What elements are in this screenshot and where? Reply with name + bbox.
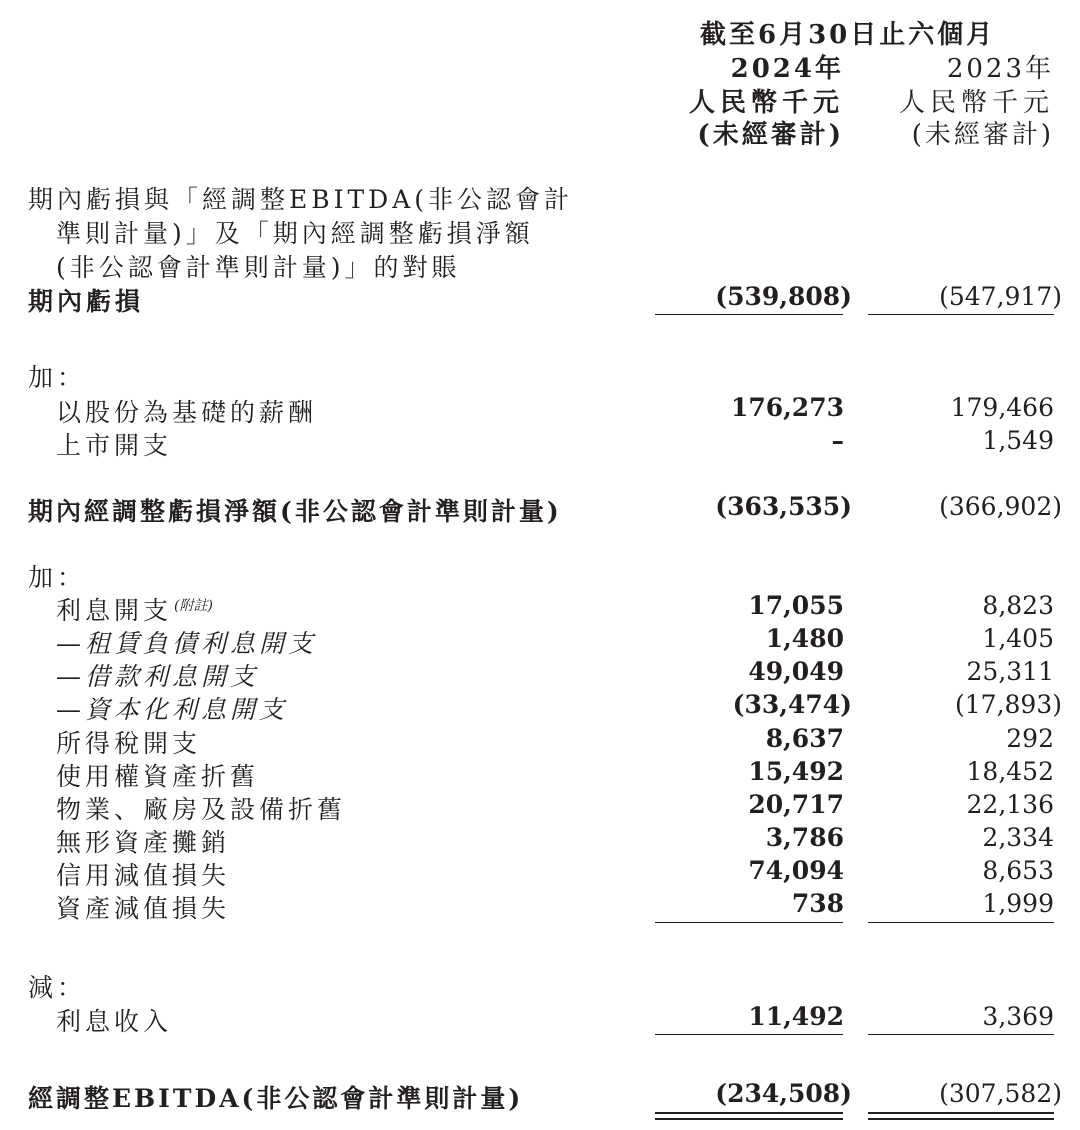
asset-impairment-label: 資產減值損失	[56, 894, 231, 923]
loss-2023-underline	[868, 314, 1054, 315]
credit-impairment-2024-value: 74,094	[748, 856, 844, 885]
loss-label: 期內虧損	[28, 287, 145, 316]
interest-income-2024-value: 11,492	[748, 1002, 844, 1031]
income-tax-2024-value: 8,637	[765, 724, 844, 753]
asset-impairment-2023-value: 1,999	[982, 889, 1054, 918]
interest-expenses-2024-value: 17,055	[748, 591, 844, 620]
add-section-2023-underline	[868, 922, 1054, 923]
lease-interest-2023-value: 1,405	[982, 624, 1054, 653]
borrowing-interest-label: —借款利息開支	[56, 662, 260, 691]
adjusted-ebitda-label: 經調整EBITDA(非公認會計準則計量)	[28, 1084, 524, 1113]
borrowing-interest-2023-value: 25,311	[966, 657, 1054, 686]
lease-interest-label: —租賃負債利息開支	[56, 629, 318, 658]
rou-depreciation-label: 使用權資產折舊	[56, 762, 260, 791]
lease-interest-2024-value: 1,480	[765, 624, 844, 653]
adjusted-net-loss-2023-value: (366,902)	[939, 492, 1062, 521]
credit-impairment-label: 信用減值損失	[56, 861, 231, 890]
reconciliation-title-line3: (非公認會計準則計量)」的對賬	[56, 253, 461, 282]
ebitda-2024-double-underline-top	[655, 1112, 843, 1114]
year-2023-header: 2023年	[946, 54, 1054, 84]
intangible-amortization-2023-value: 2,334	[982, 823, 1054, 852]
credit-impairment-2023-value: 8,653	[982, 856, 1054, 885]
intangible-amortization-label: 無形資產攤銷	[56, 828, 231, 857]
reconciliation-title-line1: 期內虧損與「經調整EBITDA(非公認會計	[28, 185, 574, 214]
add-label-2: 加：	[28, 563, 87, 592]
ebitda-2023-double-underline-bottom	[868, 1118, 1054, 1120]
note-reference: (附註)	[174, 598, 213, 614]
currency-2023-header: 人民幣千元	[898, 88, 1054, 118]
asset-impairment-2024-value: 738	[791, 889, 844, 918]
currency-2024-header: 人民幣千元	[688, 88, 844, 118]
listing-expenses-2023-value: 1,549	[982, 426, 1054, 455]
interest-expenses-label	[56, 591, 213, 627]
reconciliation-title-line2: 準則計量)」及「期內經調整虧損淨額	[56, 219, 534, 248]
adjusted-ebitda-2024-value: (234,508)	[715, 1079, 852, 1108]
rou-depreciation-2023-value: 18,452	[966, 757, 1054, 786]
less-section-2023-underline	[868, 1034, 1054, 1035]
income-tax-label: 所得稅開支	[56, 729, 202, 758]
interest-income-label: 利息收入	[56, 1007, 173, 1036]
year-2024-header: 2024年	[730, 54, 844, 84]
intangible-amortization-2024-value: 3,786	[765, 823, 844, 852]
interest-income-2023-value: 3,369	[982, 1002, 1054, 1031]
loss-2024-value: (539,808)	[715, 282, 852, 311]
ppe-depreciation-2024-value: 20,717	[748, 790, 844, 819]
listing-expenses-2024-value: –	[831, 426, 844, 455]
ebitda-2024-double-underline-bottom	[655, 1118, 843, 1120]
adjusted-net-loss-2024-value: (363,535)	[715, 492, 852, 521]
adjusted-ebitda-2023-value: (307,582)	[939, 1079, 1062, 1108]
interest-expenses-2023-value: 8,823	[982, 591, 1054, 620]
borrowing-interest-2024-value: 49,049	[748, 657, 844, 686]
adjusted-net-loss-label: 期內經調整虧損淨額(非公認會計準則計量)	[28, 497, 562, 526]
capitalized-interest-label: —資本化利息開支	[56, 695, 289, 724]
listing-expenses-label: 上市開支	[56, 431, 173, 460]
loss-2023-value: (547,917)	[939, 282, 1062, 311]
period-header: 截至6月30日止六個月	[700, 20, 996, 50]
loss-2024-underline	[655, 314, 843, 315]
rou-depreciation-2024-value: 15,492	[748, 757, 844, 786]
share-based-compensation-label: 以股份為基礎的薪酬	[56, 398, 318, 427]
capitalized-interest-2023-value: (17,893)	[955, 690, 1062, 719]
income-tax-2023-value: 292	[1006, 724, 1054, 753]
share-based-compensation-2023-value: 179,466	[950, 393, 1054, 422]
ppe-depreciation-label: 物業、廠房及設備折舊	[56, 795, 347, 824]
audit-2023-header: (未經審計)	[911, 120, 1054, 150]
audit-2024-header: (未經審計)	[697, 120, 844, 150]
less-section-2024-underline	[655, 1034, 843, 1035]
add-label-1: 加：	[28, 363, 87, 392]
ebitda-2023-double-underline-top	[868, 1112, 1054, 1114]
less-label: 減：	[28, 973, 87, 1002]
add-section-2024-underline	[655, 922, 843, 923]
capitalized-interest-2024-value: (33,474)	[732, 690, 852, 719]
interest-expenses-text: 利息開支	[56, 596, 173, 625]
ppe-depreciation-2023-value: 22,136	[966, 790, 1054, 819]
share-based-compensation-2024-value: 176,273	[730, 393, 844, 422]
